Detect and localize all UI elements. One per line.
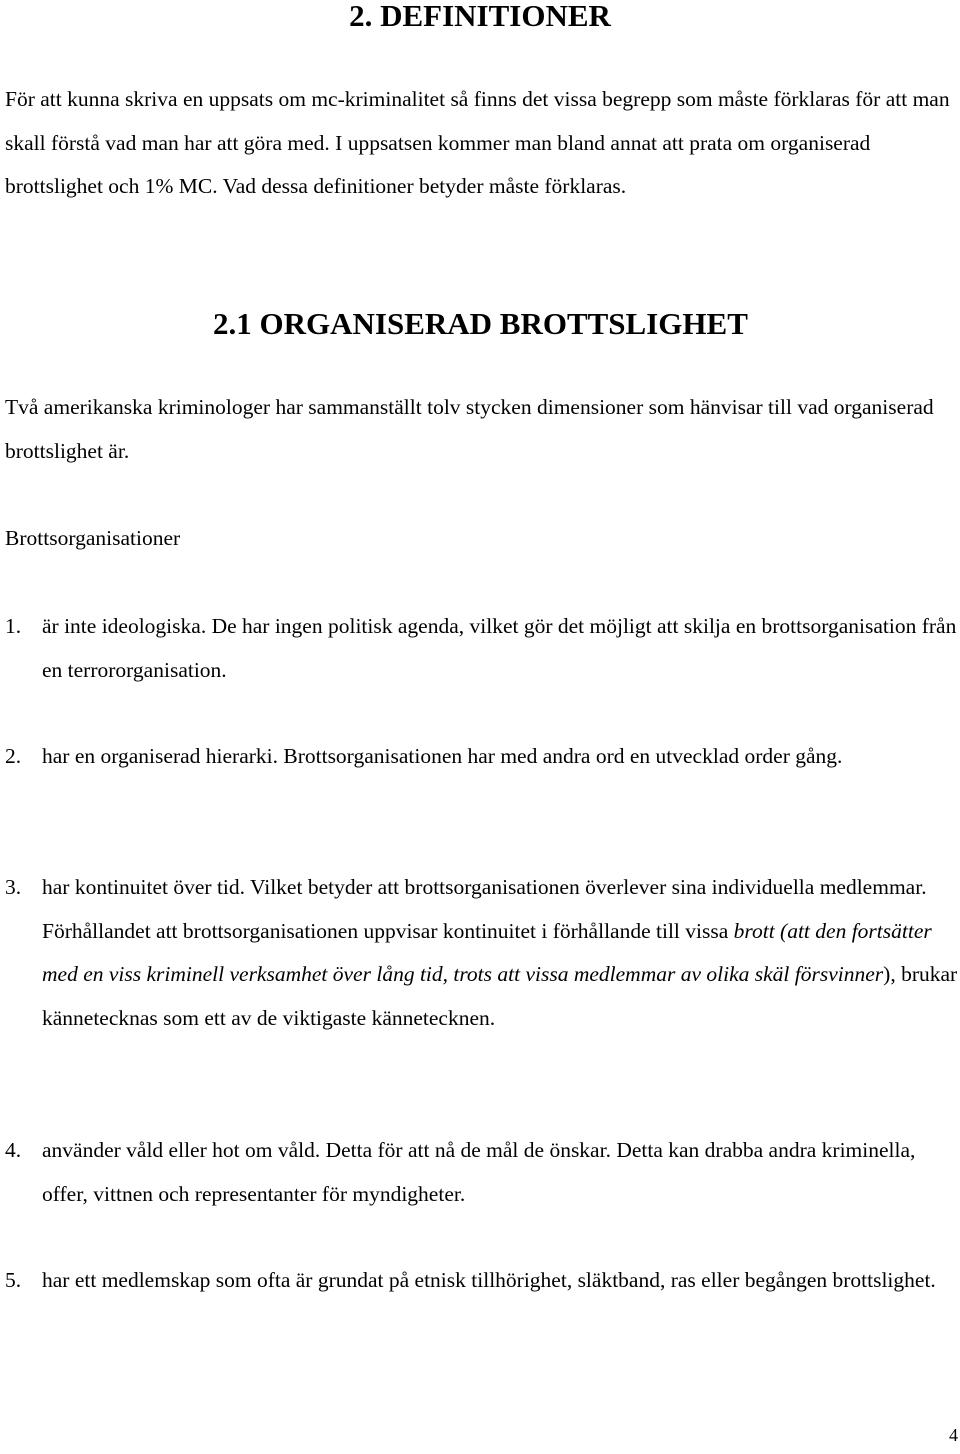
list-item-text-part: ), brukar kännetecknas som ett av de viktigaste kännetecknen. [42, 962, 958, 1030]
list-item-text: har en organiserad hierarki. Brottsorganisationen har med andra ord en utvecklad order gång. [42, 744, 843, 768]
list-item-text: använder våld eller hot om våld. Detta för att nå de mål de önskar. Detta kan drabba andra kriminella, offer, vittnen och representanter för myndigheter. [42, 1138, 916, 1206]
list-item-number: 4. [5, 1138, 22, 1162]
list-item-text [42, 866, 960, 1040]
list-item-number: 5. [5, 1268, 22, 1292]
intro-paragraph: För att kunna skriva en uppsats om mc-kriminalitet så finns det vissa begrepp som måste förklaras för att man skall förstå vad man har att göra med. I uppsatsen kommer man bland annat att prata om organiserad brottslighet och 1% MC. Vad dessa definitioner betyder måste förklaras. [5, 87, 950, 199]
page-title: 2. DEFINITIONER [349, 0, 611, 33]
section-title: 2.1 ORGANISERAD BROTTSLIGHET [213, 306, 748, 341]
list-item-text-part: har kontinuitet över tid. Vilket betyder att brottsorganisationen överlever sina individuella medlemmar. Förhållandet att brottsorganisationen uppvisar kontinuitet i förhållande till vissa [42, 875, 927, 943]
list-item-number: 3. [5, 875, 22, 899]
section-intro-paragraph: Två amerikanska kriminologer har sammanställt tolv stycken dimensioner som hänvisar till vad organiserad brottslighet är. [5, 395, 934, 463]
list-item-number: 1. [5, 614, 22, 638]
list-item-text-italic: brott (att den fortsätter med en viss kriminell verksamhet över lång tid, trots att vissa medlemmar av olika skäl försvinner [42, 918, 932, 987]
list-item-text: är inte ideologiska. De har ingen politisk agenda, vilket gör det möjligt att skilja en brottsorganisation från en terrororganisation. [42, 614, 957, 682]
list-item-text: har ett medlemskap som ofta är grundat på etnisk tillhörighet, släktband, ras eller begången brottslighet. [42, 1268, 936, 1292]
page-number: 4 [949, 1425, 958, 1445]
list-item-number: 2. [5, 744, 22, 768]
list-label: Brottsorganisationer [5, 526, 181, 550]
